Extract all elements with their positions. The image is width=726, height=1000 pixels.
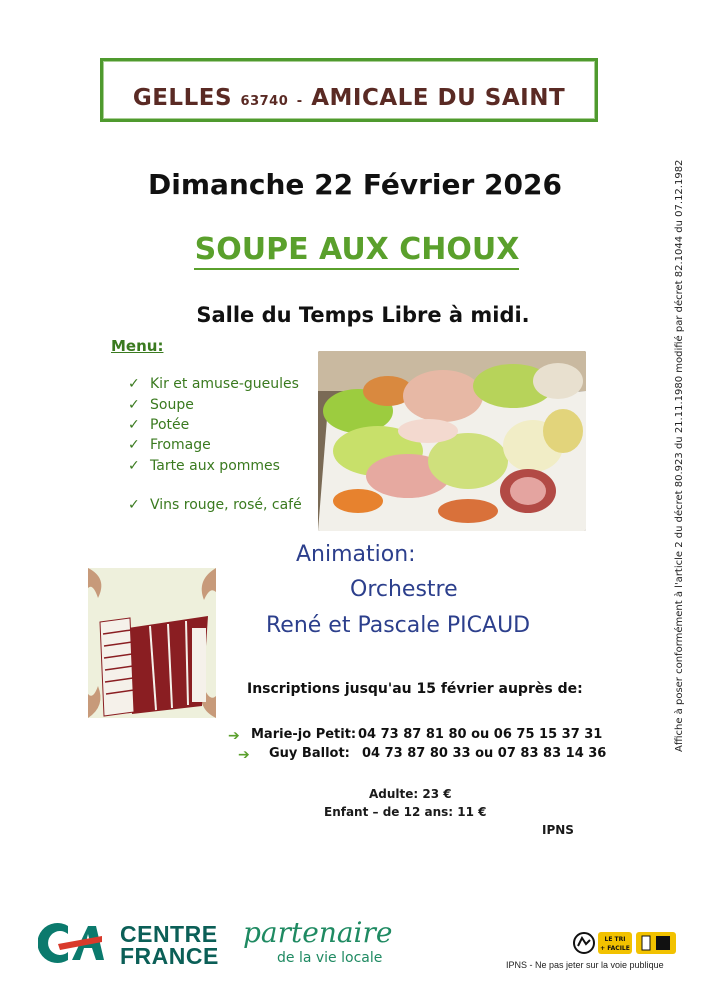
- town-name: GELLES: [132, 85, 233, 111]
- price-adult: Adulte: 23 €: [369, 787, 452, 801]
- partner-label: partenaire: [243, 916, 393, 949]
- organizer-name: AMICALE DU SAINT: [311, 85, 566, 111]
- accordion-illustration: [88, 568, 216, 718]
- contact-name: Guy Ballot:: [269, 746, 350, 761]
- menu-item: [128, 437, 211, 453]
- svg-text:LE TRI: LE TRI: [604, 936, 626, 943]
- price-child: Enfant – de 12 ans: 11 €: [324, 805, 487, 819]
- partner-subtitle: de la vie locale: [277, 950, 383, 966]
- check-icon: ✓: [128, 458, 140, 474]
- event-name: SOUPE AUX CHOUX: [194, 232, 520, 267]
- check-icon: ✓: [128, 417, 140, 433]
- arrow-right-icon: ➔: [228, 728, 240, 744]
- menu-drinks: [128, 497, 302, 513]
- menu-item-label: Tarte aux pommes: [150, 458, 280, 474]
- menu-item: [128, 458, 280, 474]
- footer-note: IPNS - Ne pas jeter sur la voie publique: [506, 960, 664, 970]
- animation-band: Orchestre: [350, 577, 458, 602]
- ipns-label: IPNS: [542, 823, 574, 837]
- menu-item-label: Kir et amuse-gueules: [150, 376, 299, 392]
- title-line: [100, 85, 598, 111]
- animation-names: René et Pascale PICAUD: [266, 613, 531, 638]
- contact-row: [238, 744, 250, 763]
- menu-item: [128, 417, 189, 433]
- check-icon: ✓: [128, 397, 140, 413]
- menu-title: Menu:: [111, 337, 164, 355]
- arrow-right-icon: ➔: [238, 747, 250, 763]
- brand-centre: CENTRE: [120, 921, 218, 947]
- menu-item: [128, 376, 299, 392]
- title-separator: -: [296, 94, 303, 109]
- contact-phones: 04 73 87 80 33 ou 07 83 83 14 36: [362, 746, 607, 761]
- contact-row: [228, 725, 240, 744]
- contact-phones: 04 73 87 81 80 ou 06 75 15 37 31: [358, 727, 603, 742]
- recycling-logos: [572, 930, 680, 956]
- check-icon: ✓: [128, 497, 140, 513]
- menu-drinks-label: Vins rouge, rosé, café: [150, 497, 302, 513]
- credit-agricole-logo: [38, 922, 106, 964]
- legal-notice: Affiche à poser conformément à l'article 2 du décret 80.923 du 21.11.1980 modifié par décret 82.1044 du 07.12.1982: [674, 159, 685, 752]
- menu-item-label: Soupe: [150, 397, 194, 413]
- menu-item-label: Potée: [150, 417, 190, 433]
- menu-item-label: Fromage: [150, 437, 211, 453]
- check-icon: ✓: [128, 376, 140, 392]
- event-name-underline: [194, 268, 519, 270]
- event-place: Salle du Temps Libre à midi.: [196, 303, 530, 327]
- brand-france: FRANCE: [120, 943, 219, 969]
- menu-item: [128, 397, 194, 413]
- registration-heading: Inscriptions jusqu'au 15 février auprès de:: [247, 681, 583, 697]
- postcode: 63740: [240, 94, 289, 109]
- soup-dish-photo: [318, 351, 586, 531]
- svg-text:+ FACILE: + FACILE: [600, 945, 630, 952]
- contact-name: Marie-jo Petit:: [251, 727, 357, 742]
- check-icon: ✓: [128, 437, 140, 453]
- animation-label: Animation:: [296, 542, 416, 567]
- event-date: Dimanche 22 Février 2026: [148, 168, 562, 201]
